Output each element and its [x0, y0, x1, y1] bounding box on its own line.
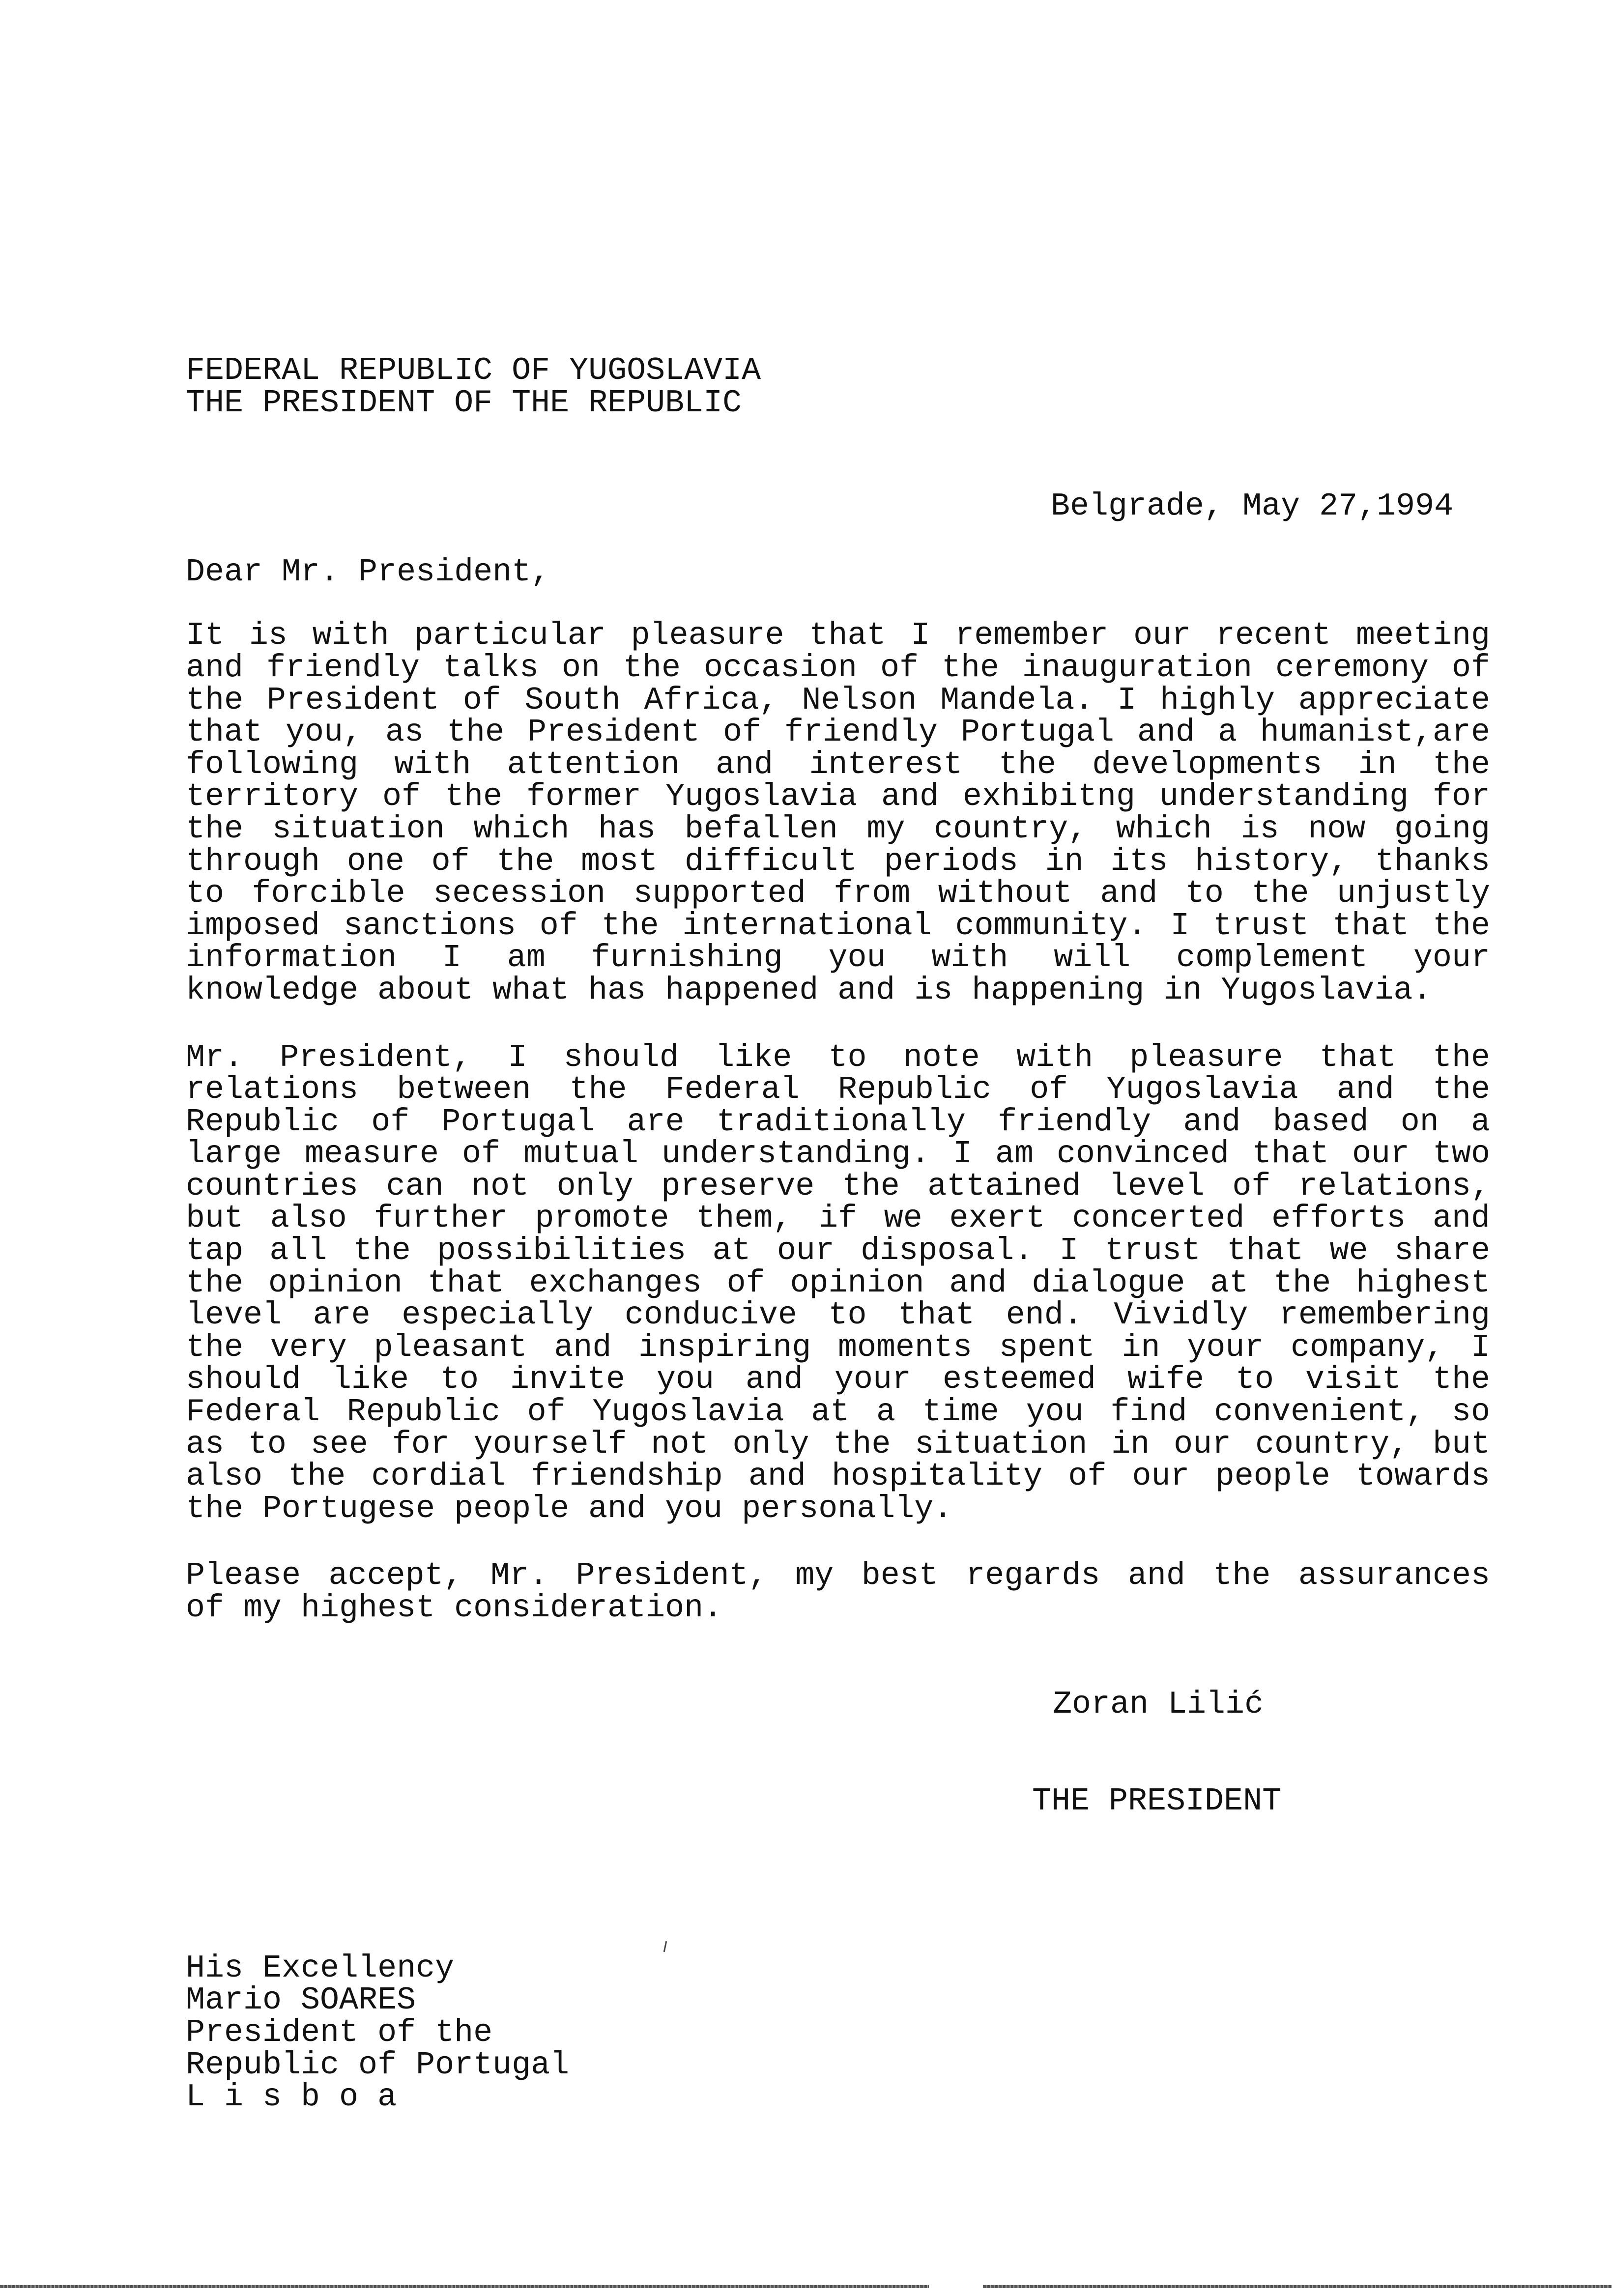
recipient-line-3: President of the: [186, 2014, 493, 2051]
paragraph-line: but also further promote them, if we exert concerted efforts and: [186, 1200, 1490, 1237]
recipient-line-2: Mario SOARES: [186, 1982, 416, 2019]
paragraph-line: information I am furnishing you with will complement your: [186, 940, 1490, 976]
paragraph-line: imposed sanctions of the international community. I trust that the: [186, 907, 1490, 944]
letterhead-line-2: THE PRESIDENT OF THE REPUBLIC: [186, 384, 742, 421]
paragraph-1: [186, 617, 1490, 1008]
recipient-line-5: L i s b o a: [186, 2079, 397, 2116]
paragraph-line: Please accept, Mr. President, my best regards and the assurances: [186, 1557, 1490, 1594]
recipient-address: [186, 1952, 1612, 2114]
stray-pen-mark: [663, 1941, 667, 1952]
paragraph-line: the situation which has befallen my country, which is now going: [186, 810, 1490, 847]
paragraph-line: territory of the former Yugoslavia and exhibitng understanding for: [186, 778, 1490, 815]
paragraph-line: tap all the possibilities at our disposal. I trust that we share: [186, 1233, 1490, 1269]
paragraph-line: knowledge about what has happened and is happening in Yugoslavia.: [186, 972, 1432, 1008]
date-line: Belgrade, May 27,1994: [1051, 488, 1454, 525]
paragraph-line: the opinion that exchanges of opinion and dialogue at the highest: [186, 1264, 1490, 1301]
paragraph-line: Mr. President, I should like to note with pleasure that the: [186, 1039, 1490, 1076]
paragraph-line: following with attention and interest the developments in the: [186, 746, 1490, 783]
paragraph-line: the Portugese people and you personally.: [186, 1490, 953, 1527]
scan-bottom-edge-gap: [929, 2285, 983, 2288]
paragraph-2: [186, 1039, 1490, 1527]
letterhead-line-1: FEDERAL REPUBLIC OF YUGOSLAVIA: [186, 352, 761, 389]
paragraph-line: level are especially conducive to that end. Vividly remembering: [186, 1297, 1490, 1334]
paragraph-line: It is with particular pleasure that I remember our recent meeting: [186, 617, 1490, 654]
signature-title: THE PRESIDENT: [1032, 1783, 1282, 1820]
recipient-line-1: His Excellency: [186, 1950, 455, 1986]
paragraph-line: Republic of Portugal are traditionally friendly and based on a: [186, 1103, 1490, 1140]
paragraph-line: to forcible secession supported from without and to the unjustly: [186, 875, 1490, 912]
paragraph-line: through one of the most difficult periods in its history, thanks: [186, 843, 1490, 880]
recipient-line-4: Republic of Portugal: [186, 2046, 570, 2083]
paragraph-closing: [186, 1557, 1490, 1626]
paragraph-line: also the cordial friendship and hospitality of our people towards: [186, 1458, 1490, 1495]
paragraph-line: should like to invite you and your esteemed wife to visit the: [186, 1361, 1490, 1398]
paragraph-line: and friendly talks on the occasion of the inauguration ceremony of: [186, 649, 1490, 686]
paragraph-line: Federal Republic of Yugoslavia at a time you find convenient, so: [186, 1394, 1490, 1431]
paragraph-line: the President of South Africa, Nelson Mandela. I highly appreciate: [186, 682, 1490, 718]
paragraph-line: the very pleasant and inspiring moments spent in your company, I: [186, 1329, 1490, 1366]
salutation: Dear Mr. President,: [186, 553, 550, 590]
paragraph-line: of my highest consideration.: [186, 1590, 723, 1626]
paragraph-line: relations between the Federal Republic of Yugoslavia and the: [186, 1071, 1490, 1108]
paragraph-line: that you, as the President of friendly Portugal and a humanist,are: [186, 714, 1490, 751]
paragraph-line: countries can not only preserve the attained level of relations,: [186, 1168, 1490, 1205]
signature-name: Zoran Lilić: [1053, 1686, 1264, 1722]
scan-bottom-edge: [0, 2285, 1612, 2288]
letterhead: [186, 352, 1612, 421]
paragraph-line: as to see for yourself not only the situation in our country, but: [186, 1426, 1490, 1463]
paragraph-line: large measure of mutual understanding. I am convinced that our two: [186, 1136, 1490, 1173]
